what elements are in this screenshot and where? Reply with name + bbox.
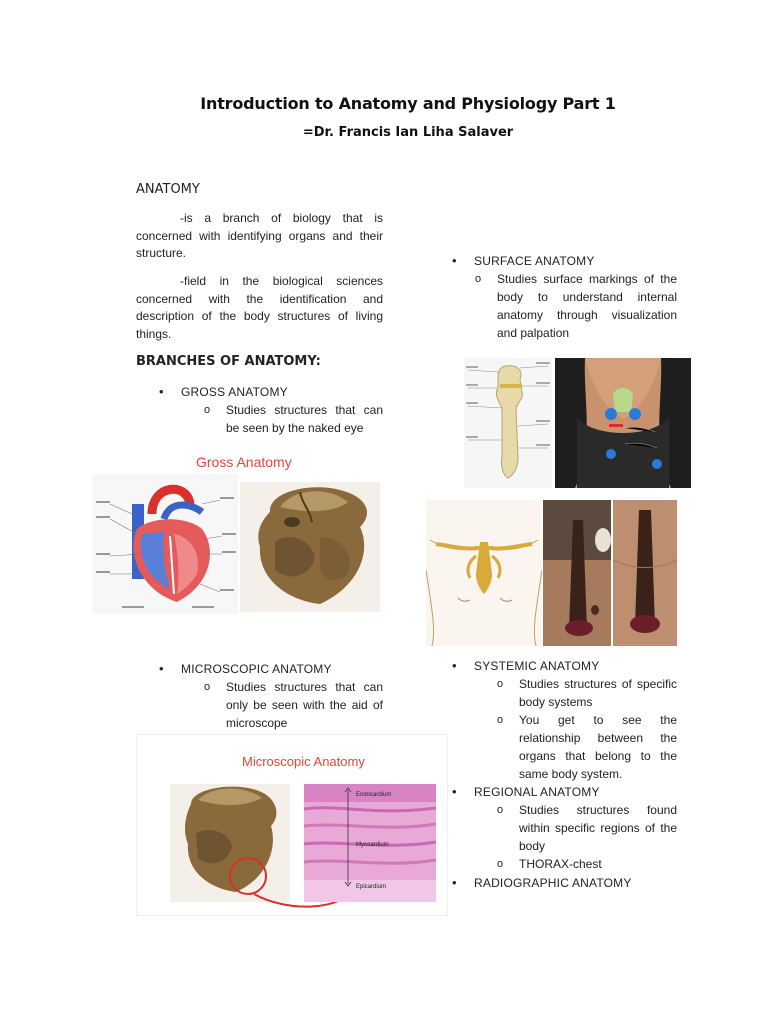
palpation-photo-2 — [613, 500, 677, 646]
branch-gross-label: • GROSS ANATOMY — [181, 385, 288, 399]
cadaver-heart-image — [240, 482, 380, 612]
branch-systemic-point-2: o You get to see the relationship between the organs that belong to the same body system. — [519, 711, 677, 783]
epicardium-label: Epicardium — [356, 884, 387, 890]
gross-figure-caption: Gross Anatomy — [196, 454, 292, 470]
chest-surface-markings-image — [555, 358, 691, 488]
section-heading-branches: BRANCHES OF ANATOMY: — [136, 354, 321, 369]
anatomy-definition-1: -is a branch of biology that is concerned with identifying organs and their structure. — [136, 211, 383, 260]
branch-regional-point-1: o Studies structures found within specific regions of the body — [519, 801, 677, 855]
endocardium-label: Endocardium — [356, 792, 392, 798]
neck-sternum-illustration-image — [426, 500, 542, 646]
branch-radiographic-label: • RADIOGRAPHIC ANATOMY — [474, 876, 632, 890]
sternum-diagram-image — [464, 358, 552, 488]
branch-systemic-label: • SYSTEMIC ANATOMY — [474, 659, 599, 673]
branch-regional-label: • REGIONAL ANATOMY — [474, 785, 600, 799]
myocardium-label: Myocardium — [356, 842, 389, 848]
branch-microscopic-label: • MICROSCOPIC ANATOMY — [181, 662, 332, 676]
heart-diagram-image — [92, 474, 238, 614]
microscopic-figure-caption: Microscopic Anatomy — [242, 754, 365, 769]
anatomy-definition-2: -field in the biological sciences concerned with the identification and description of the body structures of living things. — [136, 274, 383, 341]
branch-microscopic-point: o Studies structures that can only be seen with the aid of microscope — [226, 678, 383, 732]
palpation-photo-1 — [543, 500, 611, 646]
branch-gross-point: o Studies structures that can be seen by the naked eye — [226, 401, 383, 437]
branch-surface-point: o Studies surface markings of the body to understand internal anatomy through visualization and palpation — [497, 270, 677, 342]
branch-surface-label: • SURFACE ANATOMY — [474, 254, 595, 268]
section-heading-anatomy: ANATOMY — [136, 182, 200, 197]
document-author: =Dr. Francis Ian Liha Salaver — [302, 125, 514, 140]
branch-systemic-point-1: o Studies structures of specific body systems — [519, 675, 677, 711]
microscopic-anatomy-figure — [136, 734, 448, 916]
branch-regional-point-2: o THORAX-chest — [519, 855, 677, 873]
document-title: Introduction to Anatomy and Physiology Part 1 — [200, 94, 616, 113]
